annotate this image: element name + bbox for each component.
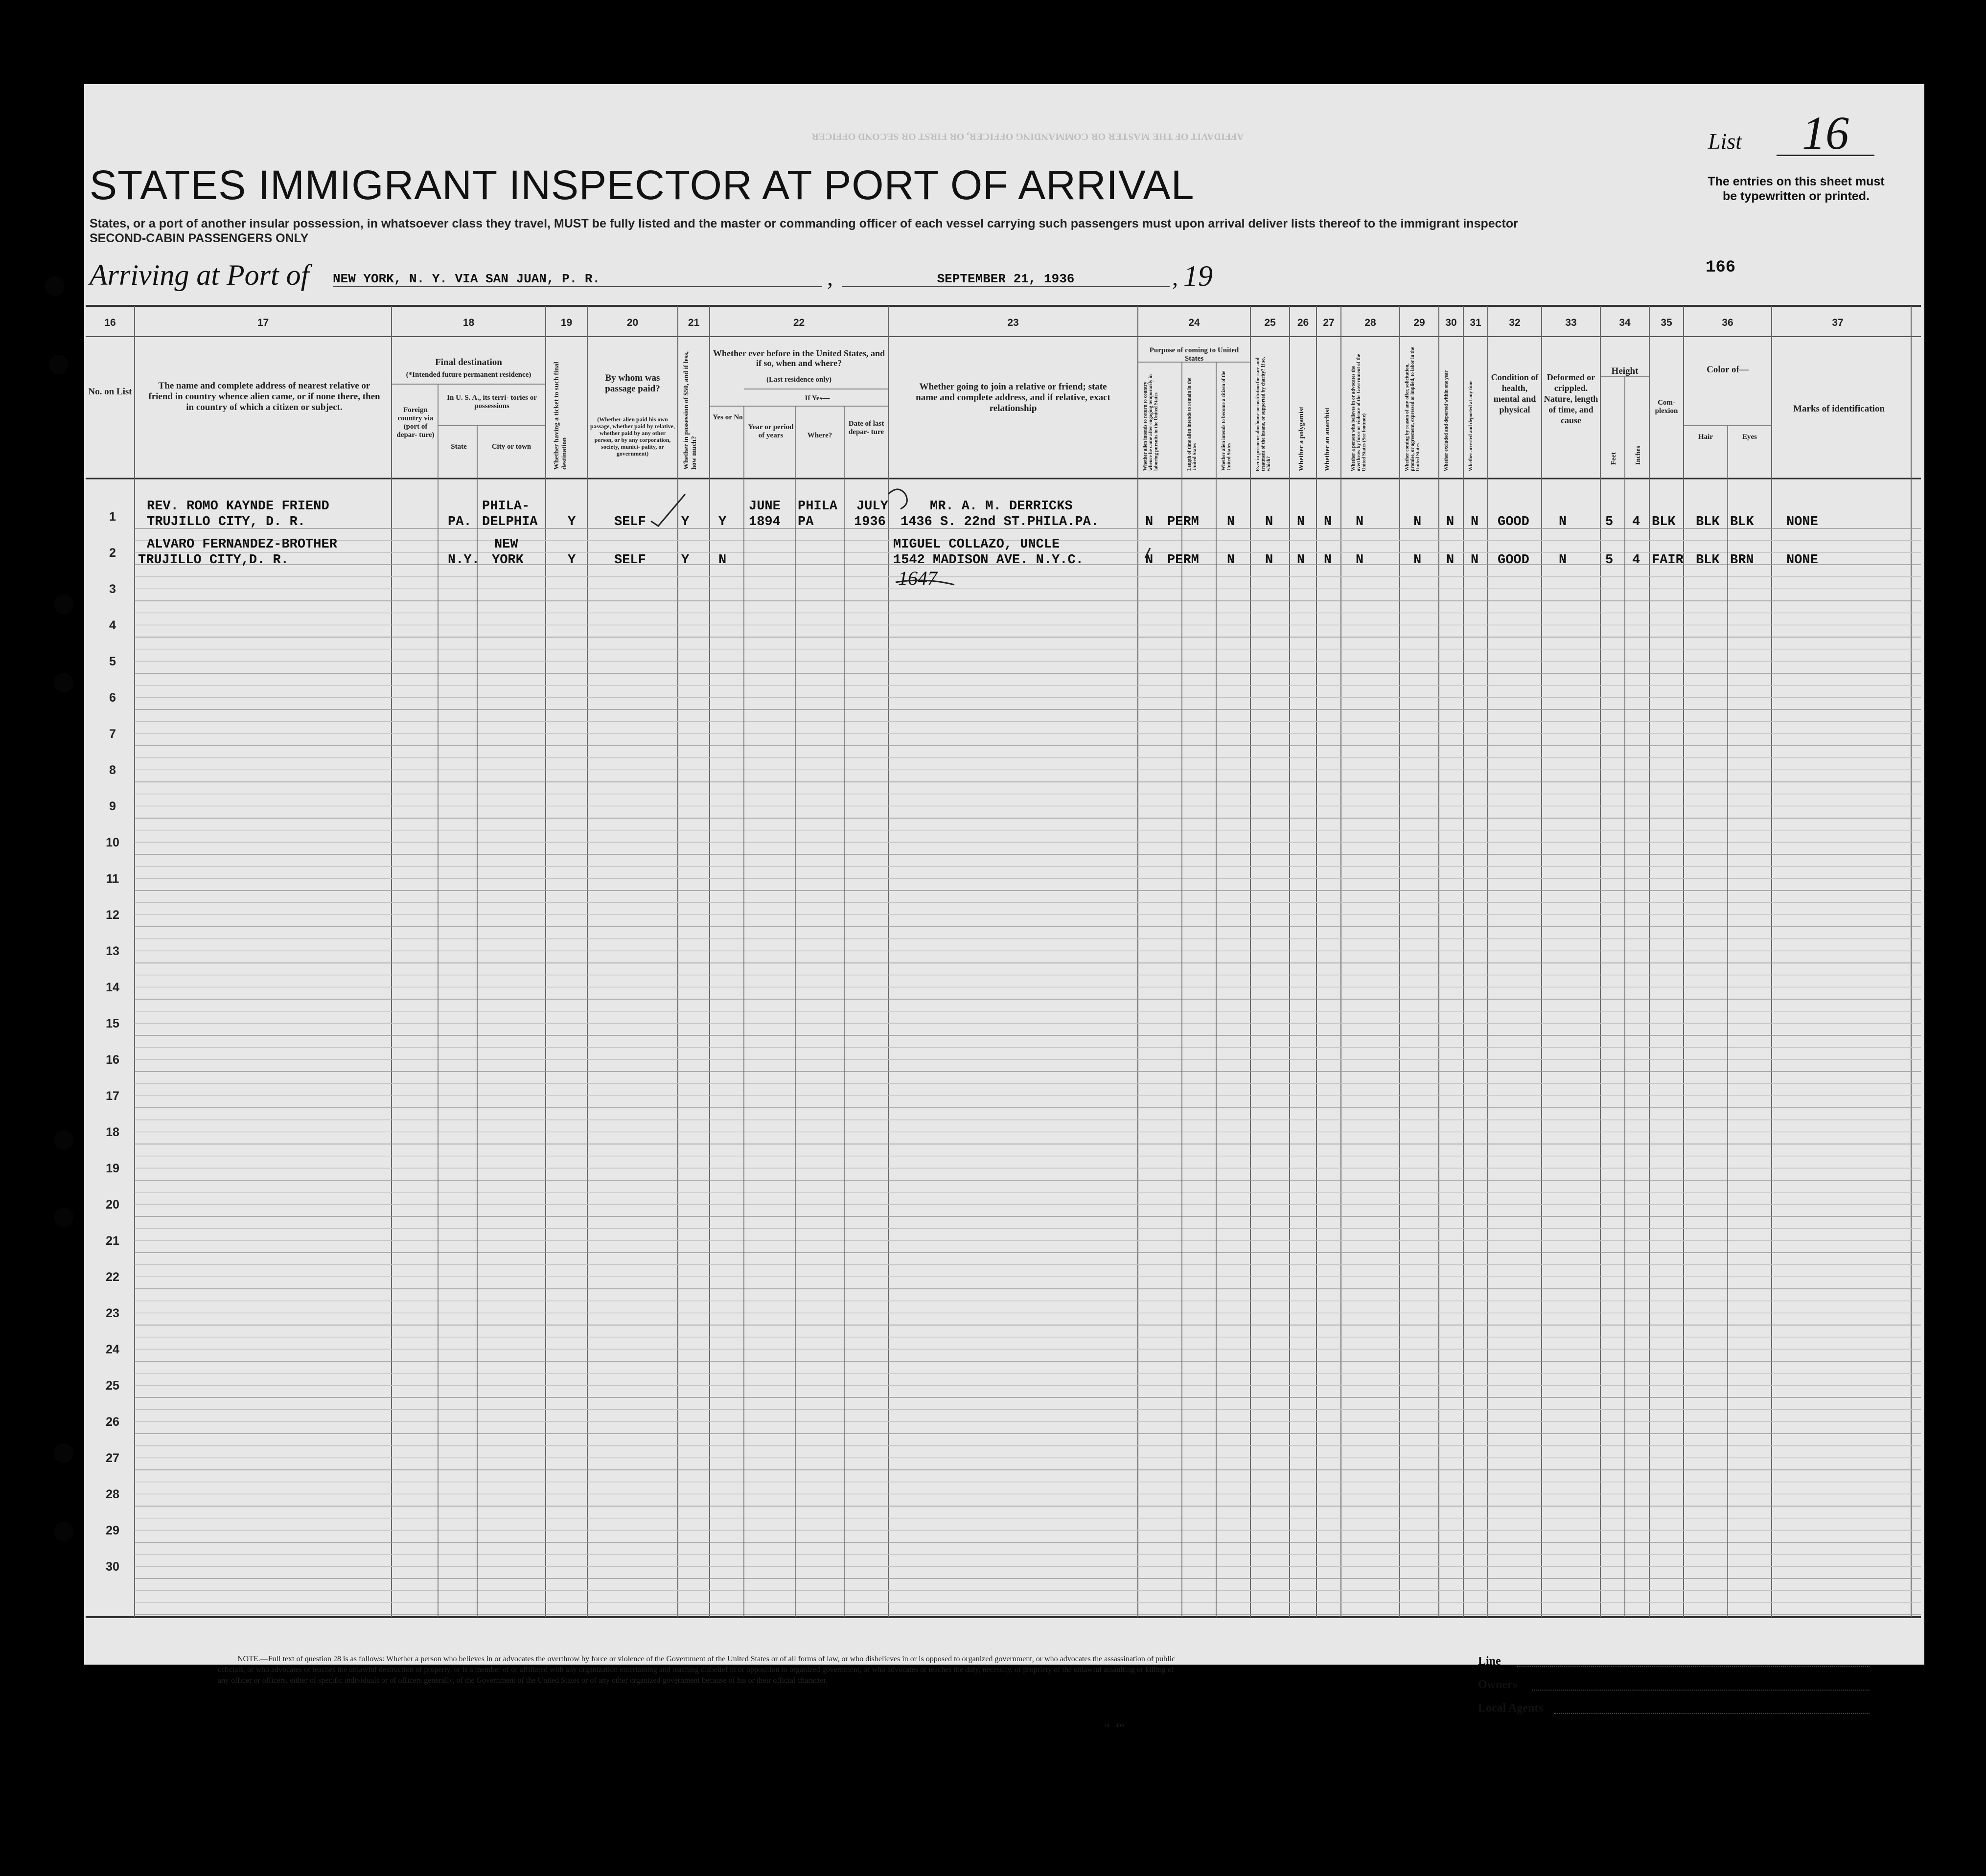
entry-1-hair: BLK [1696,515,1720,529]
local-agents-field [1554,1713,1870,1714]
form-number: 14—480 [1104,1722,1124,1729]
col-num-34: 34 [1619,317,1631,328]
subtitle-line-2: SECOND-CABIN PASSENGERS ONLY [90,231,309,245]
col-num-32: 32 [1509,317,1521,328]
row-number: 18 [106,1125,119,1139]
row-number: 16 [106,1053,119,1067]
entry-2-join-handwritten: 1647 [898,567,937,589]
header-hair: Hair [1698,433,1713,441]
entry-2-inches: 4 [1632,553,1640,568]
entry-1-city-line-1: PHILA- [482,499,530,514]
entry-2-relative-line-1: ALVARO FERNANDEZ-BROTHER [147,537,337,552]
col-num-26: 26 [1297,317,1309,328]
header-prison: Ever in prison or almshouse or institution for care and treatment of the insane, or supported by charity? If so, which? [1255,357,1271,471]
entry-1-relative-line-2: TRUJILLO CITY, D. R. [147,515,306,529]
entry-2-polygamist: N [1297,553,1305,568]
entry-1-date-line-2: 1936 [854,515,886,529]
header-yes-or-no: Yes or No [713,413,743,421]
header-ticket: Whether having a ticket to such final destination [553,362,568,470]
entry-2-return: N [1145,553,1154,568]
entry-1-complexion: BLK [1652,515,1676,529]
sheet-number: 166 [1706,258,1736,277]
row-number: 19 [106,1162,119,1175]
entry-2-join-line-2: 1542 MADISON AVE. N.Y.C. [893,553,1084,568]
entry-1-eyes: BLK [1730,515,1754,529]
col-num-29: 29 [1413,317,1425,328]
row-number: 26 [106,1415,119,1429]
port-of-arrival: NEW YORK, N. Y. VIA SAN JUAN, P. R. [333,272,822,287]
header-year: Year or period of years [748,423,794,439]
row-number: 28 [106,1487,119,1501]
col-num-30: 30 [1445,317,1457,328]
note-line-1: The entries on this sheet must [1708,175,1885,188]
header-ever-before: Whether ever before in the United States, and if so, when and where? [713,348,885,368]
subtitle-line-1: States, or a port of another insular possession, in whatsoever class they travel, MUST be fully listed and the master or commanding officer of each vessel carrying such passengers must upon arrival deliver lists thereof to the immigrant inspector [90,217,1518,230]
list-number: 16 [1777,112,1874,156]
list-label: List [1708,129,1742,154]
row-number: 23 [106,1306,119,1320]
arrival-date: SEPTEMBER 21, 1936 [842,272,1170,287]
header-paid-by-sub: (Whether alien paid his own passage, whether paid by relative, whether paid by any other person, or by any corporation, society, munici- pality, or government) [590,416,675,457]
entry-2-length: PERM [1167,553,1199,568]
owners-label: Owners [1478,1678,1517,1691]
header-city: City or town [491,443,531,451]
entry-2-state: N.Y. [448,553,480,568]
row-number: 14 [106,981,119,994]
header-color-of: Color of— [1707,365,1749,375]
header-complexion: Com- plexion [1655,399,1678,415]
entry-2-deformed: N [1559,553,1567,568]
row-number: 4 [109,618,116,632]
header-date-departure: Date of last depar- ture [848,420,884,436]
row-number: 12 [106,908,119,922]
entry-1-city-line-2: DELPHIA [482,515,538,529]
header-feet: Feet [1610,452,1617,465]
entry-1-where-line-2: PA [798,515,814,529]
header-purpose-length: Length of time alien intends to remain in the United States [1187,378,1198,471]
entry-2-paid-by: SELF [614,553,646,568]
entry-2-join-line-1: MIGUEL COLLAZO, UNCLE [893,537,1060,552]
header-labor-offer: Whether coming by reason of any offer, solicitation, promise, or agreement, expressed or implied, to labor in the United States [1405,347,1421,471]
row-number: 10 [106,836,119,849]
entry-1-marks: NONE [1786,515,1818,529]
entry-1-return: N [1145,515,1154,529]
col-num-33: 33 [1565,317,1577,328]
row-number: 13 [106,944,119,958]
entry-2-hair: BLK [1696,553,1720,568]
entry-1-before: Y [718,515,727,529]
header-polygamist: Whether a polygamist [1298,407,1305,471]
row-number: 27 [106,1451,119,1465]
row-number: 20 [106,1198,119,1212]
note-line-2: be typewritten or printed. [1722,189,1870,203]
entry-1-year-line-1: JUNE [749,499,781,514]
entry-1-deformed: N [1559,515,1567,529]
col-num-25: 25 [1264,317,1276,328]
entry-2-relative-line-2: TRUJILLO CITY,D. R. [138,553,289,568]
entry-2-fifty: Y [681,553,690,568]
entry-1-where-line-1: PHILA [798,499,838,514]
col-num-17: 17 [257,317,269,328]
header-purpose-citizen: Whether alien intends to become a citizen of the United States [1221,370,1232,471]
row-number: 3 [109,582,116,596]
header-no-on-list: No. on List [88,387,132,397]
entry-1-year-line-2: 1894 [749,515,781,529]
col-num-22: 22 [793,317,805,328]
col-num-27: 27 [1323,317,1335,328]
header-purpose: Purpose of coming to United States [1149,346,1239,363]
header-marks: Marks of identification [1793,404,1885,414]
entry-1-anarchist: N [1324,515,1332,529]
entry-2-complexion: FAIR [1652,553,1684,568]
entry-1-ticket: Y [568,515,576,529]
entry-1-citizen: N [1227,515,1235,529]
entry-1-state: PA. [448,515,472,529]
row-number: 15 [106,1017,119,1030]
row-number: 11 [106,872,119,886]
entry-1-relative-line-1: REV. ROMO KAYNDE FRIEND [147,499,329,514]
col-num-21: 21 [688,317,700,328]
header-fifty-dollars: Whether in possession of $50, and if less, how much? [683,351,698,470]
row-number: 24 [106,1343,119,1356]
entry-2-feet: 5 [1605,553,1614,568]
header-paid-by: By whom was passage paid? [605,373,660,394]
entry-2-anarchist: N [1324,553,1332,568]
arriving-label: Arriving at Port of [90,259,309,291]
row-number: 30 [106,1560,119,1574]
header-deformed: Deformed or crippled. Nature, length of time, and cause [1544,372,1598,425]
row-number: 8 [109,763,116,777]
entry-1-excluded: N [1446,515,1455,529]
header-health: Condition of health, mental and physical [1491,372,1539,414]
header-excluded: Whether excluded and deported within one year [1444,370,1449,471]
header-anarchist: Whether an anarchist [1324,407,1331,471]
entry-2-labor: N [1413,553,1422,568]
entry-2-city-line-1: NEW [494,537,518,552]
header-deported: Whether arrested and deported at any time [1468,380,1474,471]
header-final-destination: Final destination [435,357,502,367]
entry-1-paid-by: SELF [614,515,646,529]
col-num-16: 16 [104,317,116,328]
entry-1-prison: N [1265,515,1273,529]
entry-1-feet: 5 [1605,515,1614,529]
header-state: State [451,443,467,451]
local-agents-label: Local Agents [1478,1702,1543,1715]
entry-1-join-line-2: 1436 S. 22nd ST.PHILA.PA. [901,515,1099,529]
row-number: 21 [106,1234,119,1248]
entry-1-labor: N [1413,515,1422,529]
page-title: STATES IMMIGRANT INSPECTOR AT PORT OF ARRIVAL [90,162,1195,208]
entry-1-fifty: Y [681,515,690,529]
col-num-37: 37 [1832,317,1844,328]
col-num-36: 36 [1722,317,1733,328]
faint-heading: AFFIDAVIT OF THE MASTER OR COMMANDING OFFICER, OR FIRST OR SECOND OFFICER [811,131,1244,142]
col-num-20: 20 [626,317,639,328]
entry-2-excluded: N [1446,553,1455,568]
entry-1-health: GOOD [1498,515,1529,529]
entry-2-deported: N [1471,553,1479,568]
entry-1-join-line-1: MR. A. M. DERRICKS [930,499,1073,514]
entry-2-prison: N [1265,553,1273,568]
header-in-usa: In U. S. A., its terri- tories or possessions [447,394,537,410]
owners-field [1532,1690,1870,1691]
comma: , [827,265,833,291]
row-number: 22 [106,1270,119,1284]
row-number: 25 [106,1379,119,1393]
entry-1-overthrow: N [1356,515,1364,529]
col-num-31: 31 [1470,317,1481,328]
entry-1-inches: 4 [1632,515,1640,529]
entry-2-citizen: N [1227,553,1235,568]
entry-2-eyes: BRN [1730,553,1754,568]
header-ever-before-sub: (Last residence only) [766,376,832,384]
entry-2-marks: NONE [1786,553,1818,568]
header-purpose-return: Whether alien intends to return to country whence he came after engaging temporarily in laboring pursuits in the United States [1143,374,1159,471]
entry-1-length: PERM [1167,515,1199,529]
col-num-35: 35 [1661,317,1672,328]
col-num-24: 24 [1188,317,1200,328]
header-where: Where? [807,432,832,439]
entry-2-overthrow: N [1356,553,1364,568]
row-number: 9 [109,800,116,813]
entry-2-city-line-2: YORK [492,553,524,568]
row-number: 6 [109,691,116,705]
entry-2-ticket: Y [568,553,576,568]
year-prefix: 19 [1183,260,1213,292]
entry-1-date-line-1: JULY [856,499,888,514]
entry-1-polygamist: N [1297,515,1305,529]
col-num-28: 28 [1364,317,1376,328]
row-number: 17 [106,1089,119,1103]
line-field [1517,1666,1870,1667]
entry-2-before: N [718,553,727,568]
line-label: Line [1478,1655,1501,1668]
header-eyes: Eyes [1742,433,1757,441]
header-height: Height [1611,366,1639,376]
row-number: 5 [109,655,116,668]
header-if-yes: If Yes— [805,394,830,402]
comma: , [1172,265,1178,291]
row-number: 2 [109,546,116,560]
row-number: 29 [106,1524,119,1537]
footnote-question-28: NOTE.—Full text of question 28 is as follows: Whether a person who believes in or advocates the overthrow by force or violence of the Government of the United States or of all forms of law, or who disbelieves in or is opposed to organized government, or who advocates the assassination of public officials, or who advocates or teaches the unlawful destruction of property, or is a member of or affiliated with any organization entertaining and teaching disbelief in or opposition to organized government, or who advocates or teaches the duty, necessity, or propriety of the unlawful assaulting or killing of any officer or officers, either of specific individuals or of officers generally, of the Government of the United States or of any other organized government because of his or their official character. [218,1655,1176,1685]
entry-1-deported: N [1471,515,1479,529]
col-num-19: 19 [560,317,573,328]
row-number: 1 [109,510,116,524]
header-overthrow: Whether a person who believes in or advocates the overthrow by force or violence of the Government of the United States (See footnote) [1351,354,1367,471]
header-inches: Inches [1635,446,1642,465]
col-num-23: 23 [1007,317,1019,328]
header-final-destination-sub: (*Intended future permanent residence) [406,371,531,379]
row-number: 7 [109,727,116,741]
header-foreign-country: Foreign country via (port of depar- ture) [396,406,435,439]
header-going-to-join: Whether going to join a relative or friend; state name and complete address, and if relative, exact relationship [916,382,1110,413]
header-relative: The name and complete address of nearest relative or friend in country whence alien came, or if none there, then in country of which a citizen or subject. [148,381,380,412]
col-num-18: 18 [462,317,475,328]
entry-2-health: GOOD [1498,553,1529,568]
